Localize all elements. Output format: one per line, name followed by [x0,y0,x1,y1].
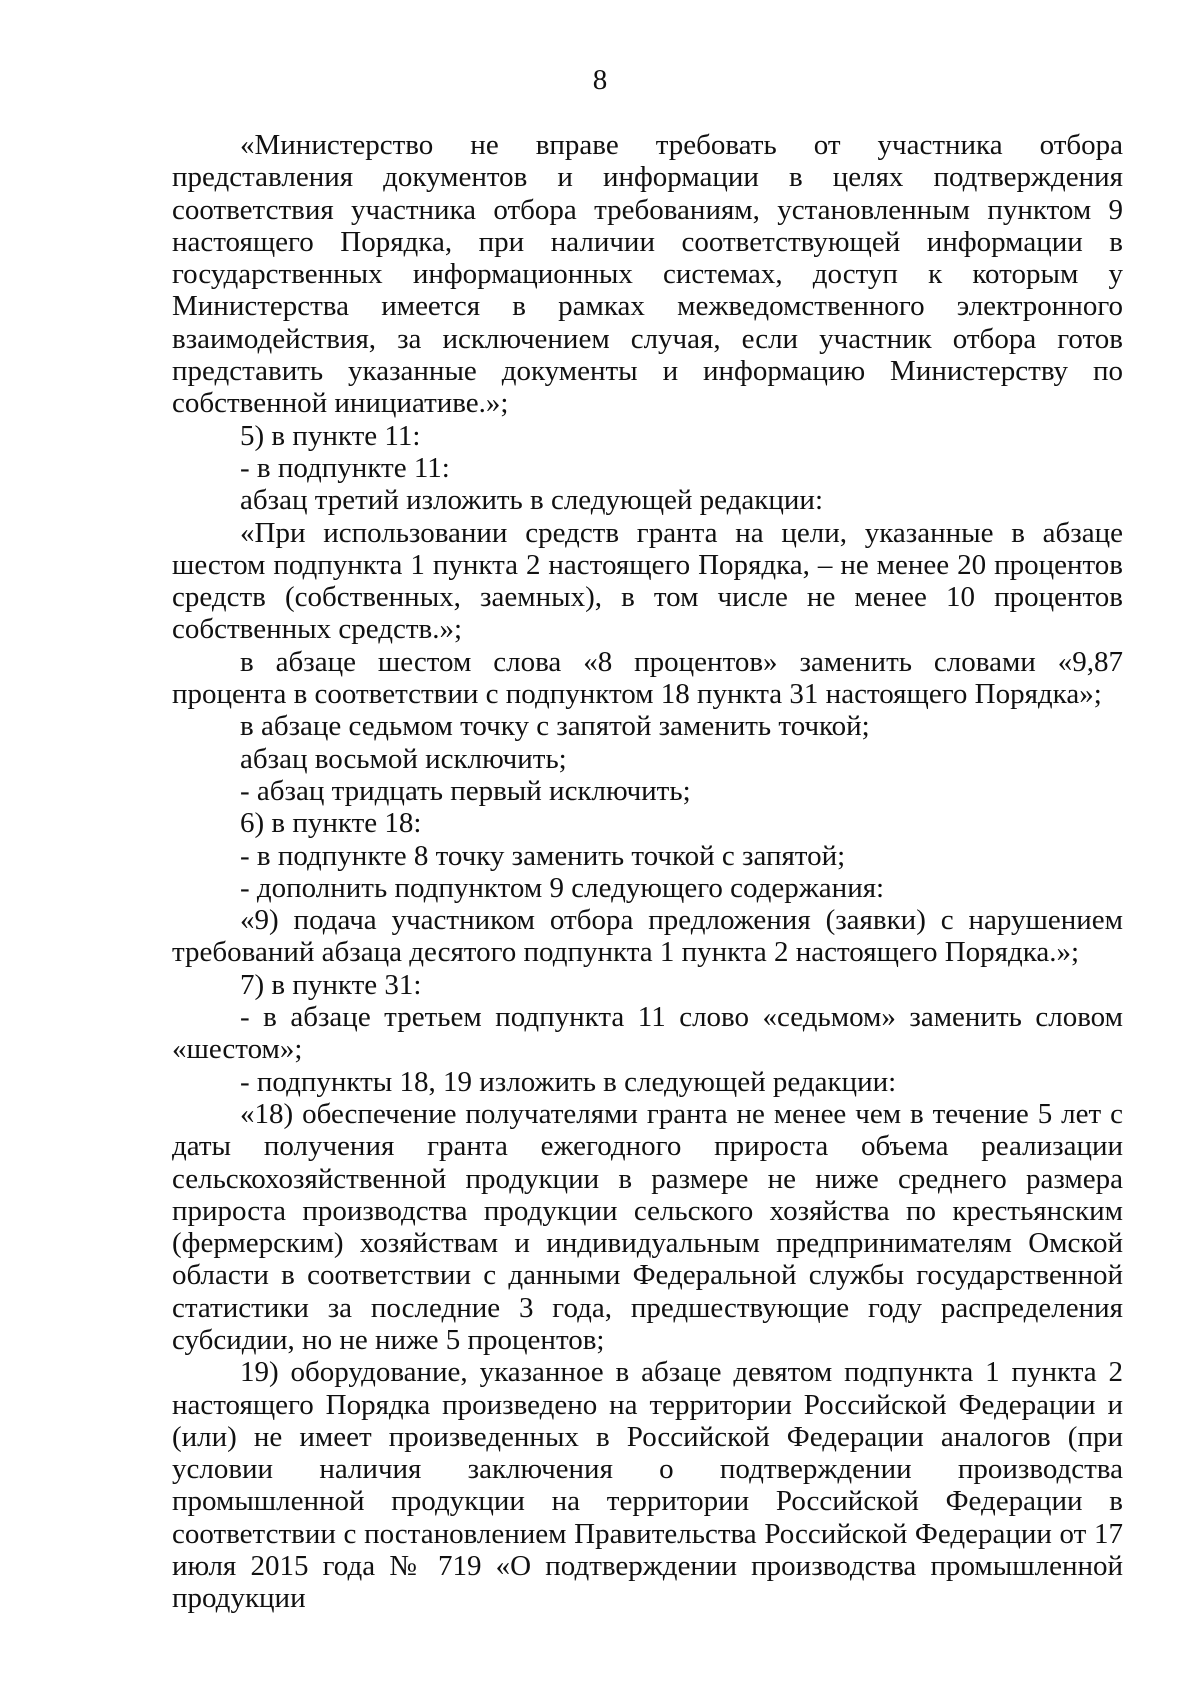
paragraph-subitem-18-text: «18) обеспечение получателями гранта не менее чем в течение 5 лет с даты получения гранта ежегодного прироста объема реализации сельскохозяйственной продукции в размере не ниже среднего размера прироста производства продукции сельского хозяйства по крестьянским (фермерским) хозяйствам и индивидуальным предпринимателям Омской области в соответствии с данными Федеральной службы государственной статистики за последние 3 года, предшествующие году распределения субсидии, но не ниже 5 процентов; [172,1097,1123,1356]
paragraph-add-subitem-9: - дополнить подпунктом 9 следующего содержания: [240,871,885,904]
paragraph-subitem-8: - в подпункте 8 точку заменить точкой с запятой; [240,839,846,872]
paragraph-item-6: 6) в пункте 18: [240,807,422,840]
paragraph-thirty-first-abzac: - абзац тридцать первый исключить; [240,774,691,807]
paragraph-third-abzac: абзац третий изложить в следующей редакции: [240,484,824,517]
paragraph-third-abzac-11: - в абзаце третьем подпункта 11 слово «седьмом» заменить словом «шестом»; [172,1001,1123,1066]
paragraph-seventh-abzac: в абзаце седьмом точку с запятой заменить точкой; [240,710,870,743]
page-number: 8 [592,64,608,96]
paragraph-grant-usage: «При использовании средств гранта на цели, указанные в абзаце шестом подпункта 1 пункта 2 настоящего Порядка, – не менее 20 процентов средств (собственных, заемных), в том числе не менее 10 процентов собственных средств.»; [172,516,1123,646]
paragraph-subitem-19-text: 19) оборудование, указанное в абзаце девятом подпункта 1 пункта 2 настоящего Порядка произведено на территории Российской Федерации и (или) не имеет произведенных в Российской Федерации аналогов (при условии наличия заключения о подтверждении производства промышленной продукции на территории Российской Федерации в соответствии с постановлением Правительства Российской Федерации от 17 июля 2015 года № 719 «О подтверждении производства промышленной продукции [172,1356,1123,1615]
document-body [172,129,1123,1615]
paragraph-subitem-9-text: «9) подача участником отбора предложения (заявки) с нарушением требований абзаца десятого подпункта 1 пункта 2 настоящего Порядка.»; [172,904,1123,969]
paragraph-item-7: 7) в пункте 31: [240,968,422,1001]
paragraph-ministry-info: «Министерство не вправе требовать от участника отбора представления документов и информации в целях подтверждения соответствия участника отбора требованиям, установленным пунктом 9 настоящего Порядка, при наличии соответствующей информации в государственных информационных системах, доступ к которым у Министерства имеется в рамках межведомственного электронного взаимодействия, за исключением случая, если участник отбора готов представить указанные документы и информацию Министерству по собственной инициативе.»; [172,129,1123,420]
paragraph-sixth-abzac: в абзаце шестом слова «8 процентов» заменить словами «9,87 процента в соответствии с подпунктом 18 пункта 31 настоящего Порядка»; [172,645,1123,711]
paragraph-eighth-abzac: абзац восьмой исключить; [240,742,567,775]
paragraph-item-5: 5) в пункте 11: [240,419,421,452]
paragraph-subitems-18-19: - подпункты 18, 19 изложить в следующей редакции: [240,1065,897,1098]
paragraph-subitem-11: - в подпункте 11: [240,451,450,484]
